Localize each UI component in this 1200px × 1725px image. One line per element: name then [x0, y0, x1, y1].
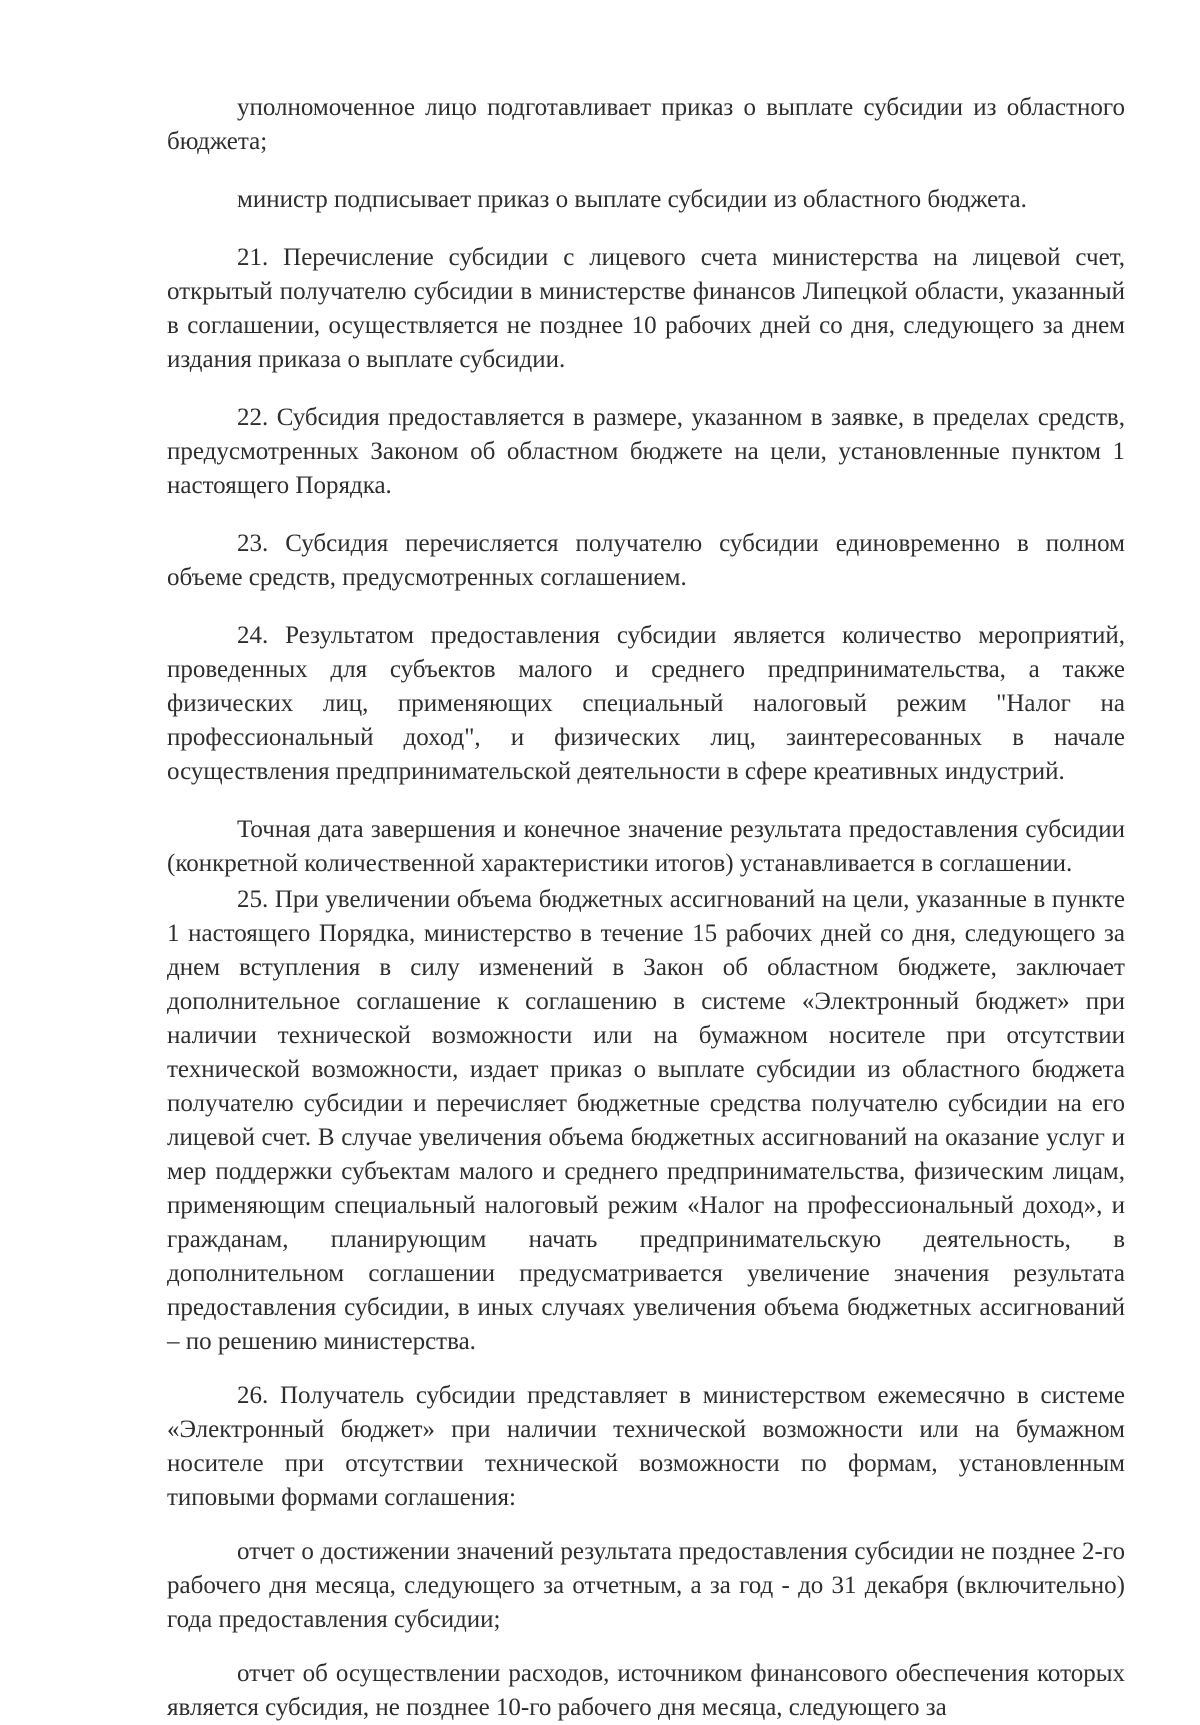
document-body [167, 91, 1125, 1725]
paragraph-authorized-person: уполномоченное лицо подготавливает приказ о выплате субсидии из областного бюджета; [167, 94, 1125, 155]
paragraph-result-date: Точная дата завершения и конечное значение результата предоставления субсидии (конкретной количественной характеристики итогов) устанавливается в соглашении. [167, 816, 1125, 877]
paragraph-report-expenses: отчет об осуществлении расходов, источником финансового обеспечения которых является субсидия, не позднее 10-го рабочего дня месяца, следующего за [167, 1660, 1125, 1721]
paragraph-23: 23. Субсидия перечисляется получателю субсидии единовременно в полном объеме средств, предусмотренных соглашением. [167, 530, 1125, 591]
paragraph-25: 25. При увеличении объема бюджетных ассигнований на цели, указанные в пункте 1 настоящего Порядка, министерство в течение 15 рабочих дней со дня, следующего за днем вступления в силу изменений в Закон об областном бюджете, заключает дополнительное соглашение к соглашению в системе «Электронный бюджет» при наличии технической возможности или на бумажном носителе при отсутствии технической возможности, издает приказ о выплате субсидии из областного бюджета получателю субсидии и перечисляет бюджетные средства получателю субсидии на его лицевой счет. В случае увеличения объема бюджетных ассигнований на оказание услуг и мер поддержки субъектам малого и среднего предпринимательства, физическим лицам, применяющим специальный налоговый режим «Налог на профессиональный доход», и гражданам, планирующим начать предпринимательскую деятельность, в дополнительном соглашении предусматривается увеличение значения результата предоставления субсидии, в иных случаях увеличения объема бюджетных ассигнований – по решению министерства. [167, 886, 1125, 1355]
paragraph-minister-signs: министр подписывает приказ о выплате субсидии из областного бюджета. [237, 186, 1027, 213]
paragraph-24: 24. Результатом предоставления субсидии является количество мероприятий, проведенных для субъектов малого и среднего предпринимательства, а также физических лиц, применяющих специальный налоговый режим "Налог на профессиональный доход", и физических лиц, заинтересованных в начале осуществления предпринимательской деятельности в сфере креативных индустрий. [167, 622, 1125, 785]
paragraph-21: 21. Перечисление субсидии с лицевого счета министерства на лицевой счет, открытый получателю субсидии в министерстве финансов Липецкой области, указанный в соглашении, осуществляется не позднее 10 рабочих дней со дня, следующего за днем издания приказа о выплате субсидии. [167, 244, 1125, 373]
paragraph-26: 26. Получатель субсидии представляет в министерством ежемесячно в системе «Электронный бюджет» при наличии технической возможности или на бумажном носителе при отсутствии технической возможности по формам, установленным типовыми формами соглашения: [167, 1382, 1125, 1511]
paragraph-22: 22. Субсидия предоставляется в размере, указанном в заявке, в пределах средств, предусмотренных Законом об областном бюджете на цели, установленные пунктом 1 настоящего Порядка. [167, 404, 1125, 499]
paragraph-report-results: отчет о достижении значений результата предоставления субсидии не позднее 2-го рабочего дня месяца, следующего за отчетным, а за год - до 31 декабря (включительно) года предоставления субсидии; [167, 1538, 1125, 1633]
